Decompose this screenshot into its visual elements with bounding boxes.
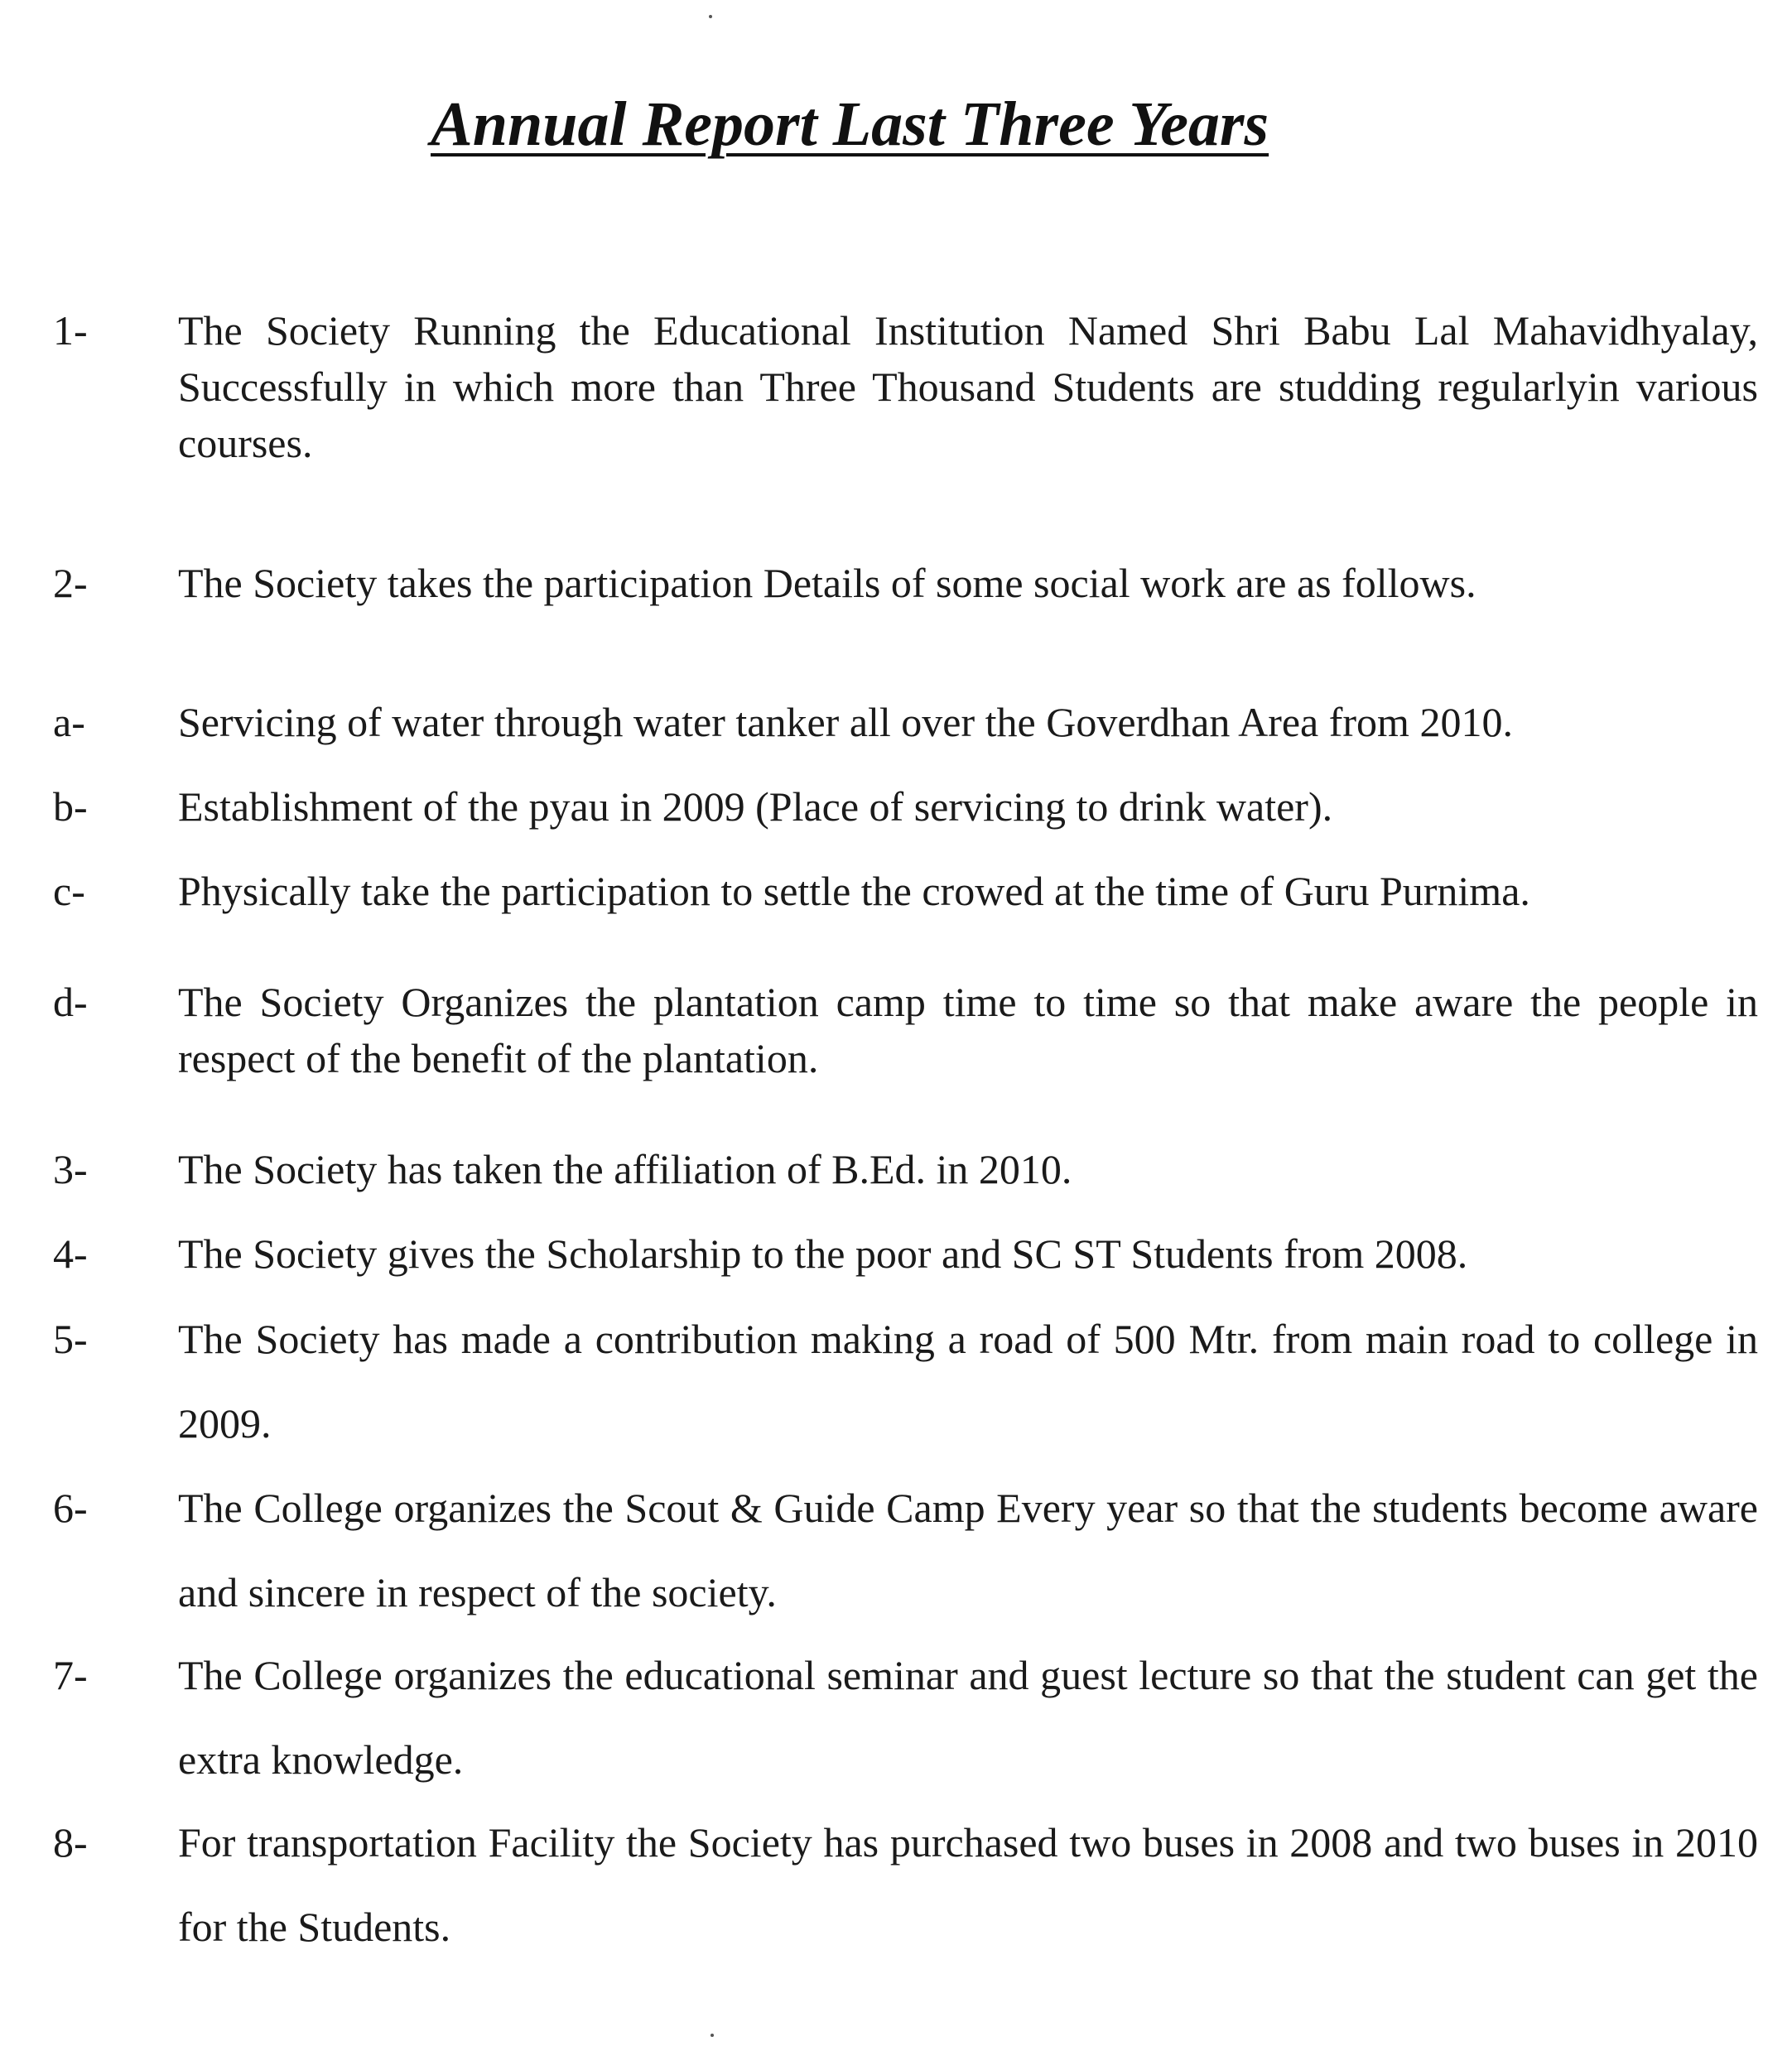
item-text: The College organizes the Scout & Guide Camp Every year so that the students become aware and sincere in respect of the society. <box>178 1485 1758 1615</box>
item-text: Physically take the participation to settle the crowed at the time of Guru Purnima. <box>178 868 1530 914</box>
item-text: The Society has taken the affiliation of B.Ed. in 2010. <box>178 1146 1072 1192</box>
item-number: d- <box>53 979 88 1025</box>
item-text: The Society Running the Educational Institution Named Shri Babu Lal Mahavidhyalay, Successfully in which more than Three Thousand Students are studding regularlyin various courses. <box>178 307 1758 466</box>
item-text: The College organizes the educational seminar and guest lecture so that the student can get the extra knowledge. <box>178 1652 1758 1783</box>
item-text: The Society Organizes the plantation camp time to time so that make aware the people in respect of the benefit of the plantation. <box>178 979 1758 1081</box>
item-text: Establishment of the pyau in 2009 (Place of servicing to drink water). <box>178 783 1333 830</box>
item-number: 1- <box>53 307 88 354</box>
scan-speck <box>711 2034 714 2037</box>
report-title: Annual Report Last Three Years <box>431 89 1269 159</box>
item-number: 8- <box>53 1819 88 1866</box>
item-number: b- <box>53 783 88 830</box>
item-number: 5- <box>53 1316 88 1362</box>
item-number: a- <box>53 699 85 745</box>
item-text: The Society gives the Scholarship to the poor and SC ST Students from 2008. <box>178 1230 1468 1277</box>
item-number: 4- <box>53 1230 88 1277</box>
item-text: For transportation Facility the Society has purchased two buses in 2008 and two buses in 2010 for the Students. <box>178 1819 1758 1950</box>
item-text: The Society takes the participation Details of some social work are as follows. <box>178 560 1476 606</box>
item-number: 3- <box>53 1146 88 1192</box>
scan-speck <box>709 15 712 18</box>
item-number: 2- <box>53 560 88 606</box>
item-text: Servicing of water through water tanker all over the Goverdhan Area from 2010. <box>178 699 1513 745</box>
item-text: The Society has made a contribution making a road of 500 Mtr. from main road to college in 2009. <box>178 1316 1758 1447</box>
item-number: 6- <box>53 1485 88 1531</box>
item-number: c- <box>53 868 85 914</box>
item-number: 7- <box>53 1652 88 1698</box>
